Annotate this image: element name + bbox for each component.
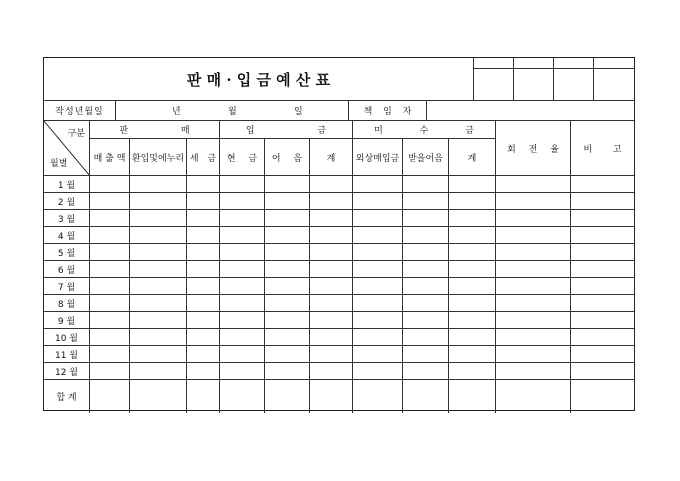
row-total-returns-cell[interactable] bbox=[130, 380, 187, 413]
receipt-total-header: 계 bbox=[310, 139, 353, 176]
row-month-10-receivable-total-cell[interactable] bbox=[449, 329, 496, 346]
row-month-1-notes-receivable-cell[interactable] bbox=[403, 176, 449, 193]
row-month-1-tax-cell[interactable] bbox=[187, 176, 220, 193]
row-month-1-receivable-total-cell[interactable] bbox=[449, 176, 496, 193]
row-month-3-cash-cell[interactable] bbox=[220, 210, 265, 227]
row-month-12-tax-cell[interactable] bbox=[187, 363, 220, 380]
approval-box-3[interactable] bbox=[554, 69, 594, 101]
row-month-12-remarks-cell[interactable] bbox=[571, 363, 634, 380]
row-month-1-cash-cell[interactable] bbox=[220, 176, 265, 193]
row-month-1-turnover-cell[interactable] bbox=[496, 176, 571, 193]
row-total-receivable-total-cell[interactable] bbox=[449, 380, 496, 413]
day-label: 일 bbox=[294, 107, 303, 117]
row-month-4-receipt-total-cell[interactable] bbox=[310, 227, 353, 244]
row-month-2-returns-cell[interactable] bbox=[130, 193, 187, 210]
row-month-1-ar-cell[interactable] bbox=[353, 176, 403, 193]
row-month-11-turnover-cell[interactable] bbox=[496, 346, 571, 363]
date-label: 작성년월일 bbox=[44, 101, 116, 121]
row-month-10-cash-cell[interactable] bbox=[220, 329, 265, 346]
row-month-2-tax-cell[interactable] bbox=[187, 193, 220, 210]
row-month-7-receivable-total-cell[interactable] bbox=[449, 278, 496, 295]
row-month-11-label: 11 월 bbox=[44, 346, 90, 363]
row-month-5-notes-receivable-cell[interactable] bbox=[403, 244, 449, 261]
row-month-5-tax-cell[interactable] bbox=[187, 244, 220, 261]
row-month-12-sales-amount-cell[interactable] bbox=[90, 363, 130, 380]
row-month-9-notes-receivable-cell[interactable] bbox=[403, 312, 449, 329]
row-total-turnover-cell[interactable] bbox=[496, 380, 571, 413]
row-month-3-sales-amount-cell[interactable] bbox=[90, 210, 130, 227]
row-month-10-tax-cell[interactable] bbox=[187, 329, 220, 346]
row-month-4-notes-receivable-cell[interactable] bbox=[403, 227, 449, 244]
returns-header: 환입및에누리 bbox=[130, 139, 187, 176]
row-month-11-tax-cell[interactable] bbox=[187, 346, 220, 363]
year-label: 년 bbox=[172, 107, 181, 117]
row-month-6-cash-cell[interactable] bbox=[220, 261, 265, 278]
receivable-total-header: 계 bbox=[449, 139, 496, 176]
row-month-1-sales-amount-cell[interactable] bbox=[90, 176, 130, 193]
sales-group-header bbox=[90, 121, 220, 139]
notes-receivable-header: 받을어음 bbox=[403, 139, 449, 176]
row-month-12-receipt-total-cell[interactable] bbox=[310, 363, 353, 380]
row-month-10-sales-amount-cell[interactable] bbox=[90, 329, 130, 346]
row-total-label: 합 계 bbox=[44, 380, 90, 413]
row-month-7-turnover-cell[interactable] bbox=[496, 278, 571, 295]
cash-header: 현 금 bbox=[220, 139, 265, 176]
row-month-6-notes-receivable-cell[interactable] bbox=[403, 261, 449, 278]
receipt-group-label: 입 금 bbox=[245, 126, 327, 136]
row-month-4-remarks-cell[interactable] bbox=[571, 227, 634, 244]
remarks-header bbox=[571, 121, 634, 176]
row-month-11-sales-amount-cell[interactable] bbox=[90, 346, 130, 363]
row-month-9-sales-amount-cell[interactable] bbox=[90, 312, 130, 329]
row-month-5-cash-cell[interactable] bbox=[220, 244, 265, 261]
row-month-4-sales-amount-cell[interactable] bbox=[90, 227, 130, 244]
row-month-7-returns-cell[interactable] bbox=[130, 278, 187, 295]
row-month-3-notes-receivable-cell[interactable] bbox=[403, 210, 449, 227]
row-month-4-ar-cell[interactable] bbox=[353, 227, 403, 244]
row-month-12-returns-cell[interactable] bbox=[130, 363, 187, 380]
row-month-3-receivable-total-cell[interactable] bbox=[449, 210, 496, 227]
row-month-9-receipt-total-cell[interactable] bbox=[310, 312, 353, 329]
row-month-3-returns-cell[interactable] bbox=[130, 210, 187, 227]
row-month-4-returns-cell[interactable] bbox=[130, 227, 187, 244]
row-month-2-receipt-total-cell[interactable] bbox=[310, 193, 353, 210]
row-month-7-ar-cell[interactable] bbox=[353, 278, 403, 295]
row-month-1-label: 1 월 bbox=[44, 176, 90, 193]
month-column-label: 월별 bbox=[50, 159, 68, 169]
row-month-12-ar-cell[interactable] bbox=[353, 363, 403, 380]
row-month-11-remarks-cell[interactable] bbox=[571, 346, 634, 363]
row-month-10-notes-receivable-cell[interactable] bbox=[403, 329, 449, 346]
row-month-2-notes-receivable-cell[interactable] bbox=[403, 193, 449, 210]
row-month-1-receipt-total-cell[interactable] bbox=[310, 176, 353, 193]
row-month-8-receivable-total-cell[interactable] bbox=[449, 295, 496, 312]
row-month-6-receivable-total-cell[interactable] bbox=[449, 261, 496, 278]
row-total-cash-cell[interactable] bbox=[220, 380, 265, 413]
turnover-label: 회 전 율 bbox=[507, 144, 559, 155]
row-month-10-bill-cell[interactable] bbox=[265, 329, 310, 346]
row-month-10-label: 10 월 bbox=[44, 329, 90, 346]
row-month-5-ar-cell[interactable] bbox=[353, 244, 403, 261]
sales-group-label: 판 매 bbox=[119, 126, 190, 136]
row-month-10-remarks-cell[interactable] bbox=[571, 329, 634, 346]
row-month-5-turnover-cell[interactable] bbox=[496, 244, 571, 261]
approval-box-1[interactable] bbox=[474, 69, 514, 101]
receipt-group-header bbox=[220, 121, 353, 139]
row-month-3-remarks-cell[interactable] bbox=[571, 210, 634, 227]
sales-receipt-budget-form bbox=[43, 57, 635, 411]
month-label: 월 bbox=[228, 107, 237, 117]
row-month-7-label: 7 월 bbox=[44, 278, 90, 295]
row-month-12-turnover-cell[interactable] bbox=[496, 363, 571, 380]
row-month-8-label: 8 월 bbox=[44, 295, 90, 312]
manager-label: 책 임 자 bbox=[349, 101, 427, 121]
row-month-6-remarks-cell[interactable] bbox=[571, 261, 634, 278]
row-month-9-ar-cell[interactable] bbox=[353, 312, 403, 329]
row-month-6-sales-amount-cell[interactable] bbox=[90, 261, 130, 278]
row-month-12-notes-receivable-cell[interactable] bbox=[403, 363, 449, 380]
row-month-7-tax-cell[interactable] bbox=[187, 278, 220, 295]
receivable-group-header bbox=[353, 121, 496, 139]
row-month-2-ar-cell[interactable] bbox=[353, 193, 403, 210]
row-month-4-receivable-total-cell[interactable] bbox=[449, 227, 496, 244]
approval-box-4[interactable] bbox=[594, 69, 634, 101]
row-month-8-bill-cell[interactable] bbox=[265, 295, 310, 312]
row-month-8-returns-cell[interactable] bbox=[130, 295, 187, 312]
row-month-3-turnover-cell[interactable] bbox=[496, 210, 571, 227]
row-month-9-returns-cell[interactable] bbox=[130, 312, 187, 329]
row-month-8-sales-amount-cell[interactable] bbox=[90, 295, 130, 312]
row-month-12-cash-cell[interactable] bbox=[220, 363, 265, 380]
approval-box-4-head bbox=[594, 58, 634, 69]
row-month-7-receipt-total-cell[interactable] bbox=[310, 278, 353, 295]
row-month-7-bill-cell[interactable] bbox=[265, 278, 310, 295]
row-month-9-bill-cell[interactable] bbox=[265, 312, 310, 329]
row-month-4-turnover-cell[interactable] bbox=[496, 227, 571, 244]
tax-header: 세 금 bbox=[187, 139, 220, 176]
row-month-7-sales-amount-cell[interactable] bbox=[90, 278, 130, 295]
row-month-11-bill-cell[interactable] bbox=[265, 346, 310, 363]
ar-header: 외상매입금 bbox=[353, 139, 403, 176]
row-month-6-ar-cell[interactable] bbox=[353, 261, 403, 278]
row-month-1-returns-cell[interactable] bbox=[130, 176, 187, 193]
row-total-remarks-cell[interactable] bbox=[571, 380, 634, 413]
form-title: 판 매 · 입 금 예 산 표 bbox=[44, 58, 474, 101]
row-month-1-remarks-cell[interactable] bbox=[571, 176, 634, 193]
row-month-5-label: 5 월 bbox=[44, 244, 90, 261]
date-field[interactable] bbox=[116, 101, 349, 121]
row-month-10-turnover-cell[interactable] bbox=[496, 329, 571, 346]
row-total-notes-receivable-cell[interactable] bbox=[403, 380, 449, 413]
row-month-9-tax-cell[interactable] bbox=[187, 312, 220, 329]
row-total-bill-cell[interactable] bbox=[265, 380, 310, 413]
row-month-2-sales-amount-cell[interactable] bbox=[90, 193, 130, 210]
row-month-10-ar-cell[interactable] bbox=[353, 329, 403, 346]
row-month-4-bill-cell[interactable] bbox=[265, 227, 310, 244]
row-month-8-ar-cell[interactable] bbox=[353, 295, 403, 312]
row-month-12-label: 12 월 bbox=[44, 363, 90, 380]
row-month-2-cash-cell[interactable] bbox=[220, 193, 265, 210]
row-month-6-tax-cell[interactable] bbox=[187, 261, 220, 278]
approval-box-2-head bbox=[514, 58, 554, 69]
row-month-6-returns-cell[interactable] bbox=[130, 261, 187, 278]
category-label: 구분 bbox=[67, 129, 85, 139]
row-month-10-returns-cell[interactable] bbox=[130, 329, 187, 346]
row-month-9-turnover-cell[interactable] bbox=[496, 312, 571, 329]
row-month-11-receivable-total-cell[interactable] bbox=[449, 346, 496, 363]
manager-field[interactable] bbox=[427, 101, 634, 121]
row-month-5-receipt-total-cell[interactable] bbox=[310, 244, 353, 261]
row-month-2-bill-cell[interactable] bbox=[265, 193, 310, 210]
row-month-2-label: 2 월 bbox=[44, 193, 90, 210]
row-month-6-turnover-cell[interactable] bbox=[496, 261, 571, 278]
row-month-5-receivable-total-cell[interactable] bbox=[449, 244, 496, 261]
row-month-7-cash-cell[interactable] bbox=[220, 278, 265, 295]
row-month-1-bill-cell[interactable] bbox=[265, 176, 310, 193]
row-month-8-tax-cell[interactable] bbox=[187, 295, 220, 312]
approval-box-2[interactable] bbox=[514, 69, 554, 101]
approval-box-3-head bbox=[554, 58, 594, 69]
row-month-6-bill-cell[interactable] bbox=[265, 261, 310, 278]
row-total-sales-amount-cell[interactable] bbox=[90, 380, 130, 413]
row-month-4-cash-cell[interactable] bbox=[220, 227, 265, 244]
row-month-4-label: 4 월 bbox=[44, 227, 90, 244]
row-month-11-notes-receivable-cell[interactable] bbox=[403, 346, 449, 363]
row-month-6-receipt-total-cell[interactable] bbox=[310, 261, 353, 278]
row-month-3-bill-cell[interactable] bbox=[265, 210, 310, 227]
row-month-2-turnover-cell[interactable] bbox=[496, 193, 571, 210]
row-month-7-remarks-cell[interactable] bbox=[571, 278, 634, 295]
row-month-5-bill-cell[interactable] bbox=[265, 244, 310, 261]
row-month-8-remarks-cell[interactable] bbox=[571, 295, 634, 312]
row-month-9-remarks-cell[interactable] bbox=[571, 312, 634, 329]
row-month-8-receipt-total-cell[interactable] bbox=[310, 295, 353, 312]
row-month-9-label: 9 월 bbox=[44, 312, 90, 329]
row-month-3-label: 3 월 bbox=[44, 210, 90, 227]
row-month-6-label: 6 월 bbox=[44, 261, 90, 278]
row-month-2-receivable-total-cell[interactable] bbox=[449, 193, 496, 210]
remarks-label: 비 고 bbox=[583, 144, 622, 155]
row-total-receipt-total-cell[interactable] bbox=[310, 380, 353, 413]
row-month-11-returns-cell[interactable] bbox=[130, 346, 187, 363]
row-month-9-receivable-total-cell[interactable] bbox=[449, 312, 496, 329]
approval-box-1-head bbox=[474, 58, 514, 69]
category-header bbox=[44, 121, 90, 176]
row-month-5-returns-cell[interactable] bbox=[130, 244, 187, 261]
row-month-4-tax-cell[interactable] bbox=[187, 227, 220, 244]
sales-amount-header: 매 출 액 bbox=[90, 139, 130, 176]
bill-header: 어 음 bbox=[265, 139, 310, 176]
receivable-group-label: 미 수 금 bbox=[374, 126, 474, 136]
row-month-7-notes-receivable-cell[interactable] bbox=[403, 278, 449, 295]
row-total-tax-cell[interactable] bbox=[187, 380, 220, 413]
row-month-3-tax-cell[interactable] bbox=[187, 210, 220, 227]
row-month-3-receipt-total-cell[interactable] bbox=[310, 210, 353, 227]
row-month-10-receipt-total-cell[interactable] bbox=[310, 329, 353, 346]
row-total-ar-cell[interactable] bbox=[353, 380, 403, 413]
row-month-5-remarks-cell[interactable] bbox=[571, 244, 634, 261]
row-month-8-turnover-cell[interactable] bbox=[496, 295, 571, 312]
row-month-11-ar-cell[interactable] bbox=[353, 346, 403, 363]
turnover-header bbox=[496, 121, 571, 176]
row-month-2-remarks-cell[interactable] bbox=[571, 193, 634, 210]
row-month-12-receivable-total-cell[interactable] bbox=[449, 363, 496, 380]
row-month-5-sales-amount-cell[interactable] bbox=[90, 244, 130, 261]
row-month-8-notes-receivable-cell[interactable] bbox=[403, 295, 449, 312]
row-month-3-ar-cell[interactable] bbox=[353, 210, 403, 227]
row-month-11-cash-cell[interactable] bbox=[220, 346, 265, 363]
row-month-11-receipt-total-cell[interactable] bbox=[310, 346, 353, 363]
row-month-9-cash-cell[interactable] bbox=[220, 312, 265, 329]
row-month-8-cash-cell[interactable] bbox=[220, 295, 265, 312]
row-month-12-bill-cell[interactable] bbox=[265, 363, 310, 380]
